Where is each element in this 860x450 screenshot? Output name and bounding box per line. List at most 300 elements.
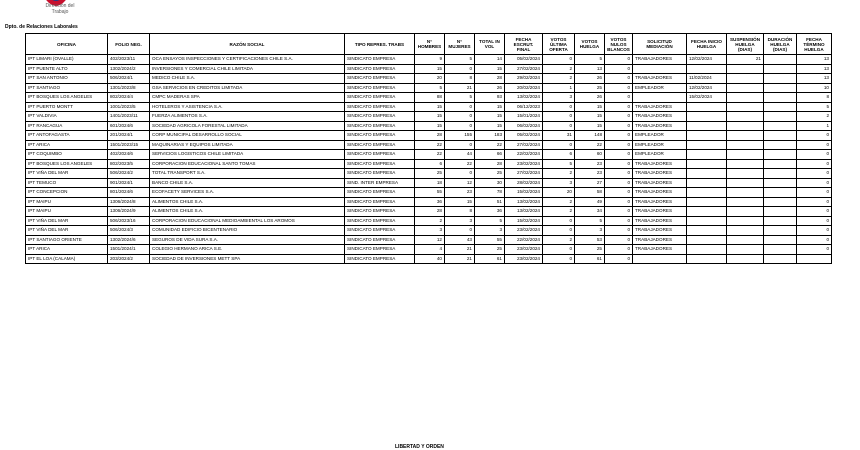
table-cell: SINDICATO EMPRESA	[345, 188, 415, 198]
table-cell: 15	[575, 102, 605, 112]
table-cell	[687, 150, 727, 160]
table-cell: IPT BOSQUES LOS ANGELES	[26, 159, 108, 169]
table-cell: SINDICATO EMPRESA	[345, 150, 415, 160]
table-cell: 0	[445, 140, 475, 150]
table-cell	[764, 245, 797, 255]
table-cell: SINDICATO EMPRESA	[345, 83, 415, 93]
table-cell: 13	[797, 64, 832, 74]
table-cell: INVERSIONES Y COMERCIAL CHILE LIMITADA	[150, 64, 345, 74]
table-cell	[727, 245, 764, 255]
table-cell: 0	[605, 74, 633, 84]
table-cell	[727, 140, 764, 150]
table-cell: SINDICATO EMPRESA	[345, 131, 415, 141]
table-cell: 18	[415, 178, 445, 188]
table-cell: 802/2024/4	[108, 93, 150, 103]
table-cell: 55	[475, 235, 505, 245]
table-cell: 0	[797, 150, 832, 160]
table-cell: 0	[543, 102, 575, 112]
table-cell: 203/2024/2	[108, 254, 150, 264]
table-cell	[687, 254, 727, 264]
table-cell: 0	[605, 226, 633, 236]
table-cell	[727, 131, 764, 141]
table-cell	[687, 169, 727, 179]
table-cell: 0	[543, 140, 575, 150]
table-cell: 06/02/2024	[505, 121, 543, 131]
table-cell: MAQUINARIAS Y EQUIPOS LIMITADA	[150, 140, 345, 150]
table-cell: 15	[445, 197, 475, 207]
table-cell: SEGUROS DE VIDA SURA S.A.	[150, 235, 345, 245]
table-cell	[764, 197, 797, 207]
table-cell: 0	[605, 55, 633, 65]
department-label: Dpto. de Relaciones Laborales	[5, 24, 78, 30]
table-cell: TRABAJADORES	[633, 226, 687, 236]
table-cell	[727, 226, 764, 236]
table-cell: 0	[605, 216, 633, 226]
col-header: N° MUJERES	[445, 34, 475, 55]
table-cell: ECOFACETY SERVICES S.A.	[150, 188, 345, 198]
table-cell: 05/02/2024	[505, 55, 543, 65]
table-cell: 0	[797, 169, 832, 179]
table-cell: IPT SAN ANTONIO	[26, 74, 108, 84]
table-cell: 5	[415, 83, 445, 93]
table-row	[26, 112, 832, 122]
table-cell: 23/02/2024	[505, 245, 543, 255]
table-cell	[633, 93, 687, 103]
table-row	[26, 188, 832, 198]
table-cell: 0	[797, 226, 832, 236]
table-cell: IPT COQUIMBO	[26, 150, 108, 160]
table-cell	[687, 112, 727, 122]
col-header: VOTOS ÚLTIMA OFERTA	[543, 34, 575, 55]
table-cell: SINDICATO EMPRESA	[345, 102, 415, 112]
table-cell: 25	[575, 245, 605, 255]
table-cell: EMPLEADOR	[633, 131, 687, 141]
table-cell: SINDICATO EMPRESA	[345, 64, 415, 74]
table-cell: 1401/2023/11	[108, 112, 150, 122]
table-cell: 2	[543, 235, 575, 245]
table-cell: 9	[415, 55, 445, 65]
table-cell: 27/02/2024	[505, 140, 543, 150]
table-cell: SERVICIOS LOGISTICOS CHILE LIMITADA	[150, 150, 345, 160]
table-cell: 183	[475, 131, 505, 141]
table-cell: IPT ARICA	[26, 140, 108, 150]
table-cell: 15	[475, 64, 505, 74]
table-cell: TRABAJADORES	[633, 188, 687, 198]
table-cell: SINDICATO EMPRESA	[345, 197, 415, 207]
col-header: VOTOS NULOS BLANCOS	[605, 34, 633, 55]
table-cell: 0	[605, 245, 633, 255]
table-cell: 506/2024/1	[108, 74, 150, 84]
logo-text: Dirección del Trabajo	[45, 3, 75, 15]
table-row	[26, 83, 832, 93]
table-cell: IPT VIÑA DEL MAR	[26, 226, 108, 236]
table-cell	[764, 169, 797, 179]
table-cell: 0	[445, 102, 475, 112]
table-cell: EMPLEADOR	[633, 140, 687, 150]
table-cell: 155	[445, 131, 475, 141]
table-cell: 3	[543, 178, 575, 188]
table-cell: 8	[797, 93, 832, 103]
col-header: N° HOMBRES	[415, 34, 445, 55]
table-cell: 0	[605, 188, 633, 198]
table-cell: 0	[605, 159, 633, 169]
table-cell: 36	[475, 207, 505, 217]
col-header: TOTAL IN VOL	[475, 34, 505, 55]
table-cell: 506/2024/3	[108, 226, 150, 236]
table-cell: 25	[575, 83, 605, 93]
table-cell	[687, 197, 727, 207]
table-cell: 20/02/2024	[505, 83, 543, 93]
table-cell: 0	[605, 150, 633, 160]
table-cell	[633, 64, 687, 74]
table-cell: IPT BOSQUES LOS ANGELES	[26, 93, 108, 103]
table-row	[26, 121, 832, 131]
table-cell: IPT VIÑA DEL MAR	[26, 216, 108, 226]
table-cell: 13/02/2024	[505, 207, 543, 217]
table-cell: SINDICATO EMPRESA	[345, 55, 415, 65]
table-cell	[764, 140, 797, 150]
table-cell: 1001/2023/5	[108, 102, 150, 112]
table-cell: CORP MUNICIPAL DESARROLLO SOCIAL	[150, 131, 345, 141]
table-cell: 23	[575, 159, 605, 169]
table-cell: OCA ENSAYOS INSPECCIONES Y CERTIFICACIONES CHILE S.A.	[150, 55, 345, 65]
table-cell	[764, 102, 797, 112]
table-cell	[764, 226, 797, 236]
table-cell	[764, 188, 797, 198]
table-cell: SINDICATO EMPRESA	[345, 93, 415, 103]
table-row	[26, 254, 832, 264]
table-cell: 2	[415, 216, 445, 226]
table-cell: SINDICATO EMPRESA	[345, 226, 415, 236]
table-cell: 0	[543, 55, 575, 65]
table-cell: SINDICATO EMPRESA	[345, 235, 415, 245]
table-cell	[727, 207, 764, 217]
table-cell: 0	[605, 64, 633, 74]
table-cell: 23/02/2024	[505, 159, 543, 169]
table-cell	[764, 93, 797, 103]
table-cell: 0	[605, 112, 633, 122]
table-cell: 28	[415, 131, 445, 141]
table-cell: 0	[605, 83, 633, 93]
table-cell: 61	[475, 254, 505, 264]
table-cell: 14	[475, 55, 505, 65]
table-cell: 0	[445, 226, 475, 236]
table-cell: 22	[415, 150, 445, 160]
table-cell: IPT VALDIVIA	[26, 112, 108, 122]
table-cell: 22/02/2024	[505, 235, 543, 245]
table-cell: SINDICATO EMPRESA	[345, 140, 415, 150]
table-row	[26, 93, 832, 103]
table-cell: 15	[415, 121, 445, 131]
table-cell: IPT ARICA	[26, 245, 108, 255]
table-row	[26, 169, 832, 179]
table-cell: 0	[445, 64, 475, 74]
table-cell: 148	[575, 131, 605, 141]
table-cell	[764, 254, 797, 264]
table-cell: 27/02/2024	[505, 64, 543, 74]
table-row	[26, 150, 832, 160]
table-cell	[797, 254, 832, 264]
table-cell: 10	[797, 83, 832, 93]
table-cell: 05/02/2024	[505, 131, 543, 141]
table-cell	[727, 159, 764, 169]
table-cell: SOCIEDAD DE INVERSIONES METT SPA	[150, 254, 345, 264]
table-cell	[687, 207, 727, 217]
table-cell	[727, 169, 764, 179]
table-cell	[687, 188, 727, 198]
table-body	[26, 55, 832, 264]
table-cell: 22/02/2024	[505, 150, 543, 160]
logo-blue-arc	[42, 0, 70, 1]
table-cell: 0	[445, 169, 475, 179]
table-cell: 22	[475, 140, 505, 150]
table-cell: TRABAJADORES	[633, 197, 687, 207]
table-cell: 66	[475, 150, 505, 160]
table-cell: 23	[575, 169, 605, 179]
table-cell: 0	[445, 112, 475, 122]
col-header: SUSPENSIÓN HUELGA (DIAS)	[727, 34, 764, 55]
table-cell: SINDICATO EMPRESA	[345, 159, 415, 169]
table-cell: 23	[445, 188, 475, 198]
table-cell: 15	[475, 112, 505, 122]
table-cell	[764, 121, 797, 131]
table-cell: IPT MAIPU	[26, 207, 108, 217]
table-cell: 1301/2023/8	[108, 83, 150, 93]
table-cell: FUERZA ALIMENTOS S.A.	[150, 112, 345, 122]
table-cell: SINDICATO EMPRESA	[345, 216, 415, 226]
table-row	[26, 216, 832, 226]
table-cell: ALIMENTOS CHILE S.A.	[150, 207, 345, 217]
table-cell: 15	[415, 112, 445, 122]
table-cell: IPT PUENTE ALTO	[26, 64, 108, 74]
table-cell: 402/2023/11	[108, 55, 150, 65]
table-cell: 0	[605, 207, 633, 217]
table-cell: TRABAJADORES	[633, 216, 687, 226]
table-cell: 0	[797, 159, 832, 169]
table-cell: 601/2024/6	[108, 121, 150, 131]
table-cell: 801/2024/6	[108, 188, 150, 198]
table-cell: 22	[415, 140, 445, 150]
table-cell: 0	[605, 140, 633, 150]
table-cell: CMPC MADERAS SPA	[150, 93, 345, 103]
table-row	[26, 131, 832, 141]
table-cell: 402/2024/6	[108, 150, 150, 160]
table-cell	[764, 159, 797, 169]
table-cell: TRABAJADORES	[633, 159, 687, 169]
table-cell: 5	[445, 55, 475, 65]
table-cell: 506/2023/16	[108, 216, 150, 226]
table-cell: 60	[575, 150, 605, 160]
table-cell: 0	[605, 254, 633, 264]
table-cell: 15	[415, 102, 445, 112]
table-cell	[727, 102, 764, 112]
table-cell: 13	[575, 64, 605, 74]
col-header: OFICINA	[26, 34, 108, 55]
table-cell	[764, 207, 797, 217]
table-cell: 93	[475, 93, 505, 103]
table-cell: 21	[445, 245, 475, 255]
strikes-table	[25, 33, 832, 264]
table-row	[26, 235, 832, 245]
table-cell	[687, 121, 727, 131]
table-cell: 2	[543, 64, 575, 74]
table-cell	[764, 74, 797, 84]
table-cell: 21	[445, 83, 475, 93]
table-cell	[764, 131, 797, 141]
table-cell	[687, 216, 727, 226]
table-cell: 0	[543, 121, 575, 131]
table-cell: 3	[475, 226, 505, 236]
table-cell: 15/02/2024	[505, 188, 543, 198]
table-cell: 22	[575, 140, 605, 150]
table-row	[26, 102, 832, 112]
table-cell: IPT ANTOFAGASTA	[26, 131, 108, 141]
col-header: TIPO REPRES. TRABS	[345, 34, 415, 55]
table-cell	[687, 131, 727, 141]
table-cell: 13	[797, 55, 832, 65]
table-cell: 06/12/2023	[505, 102, 543, 112]
table-cell: 6	[415, 159, 445, 169]
table-cell: TRABAJADORES	[633, 207, 687, 217]
table-cell: SINDICATO EMPRESA	[345, 254, 415, 264]
table-cell: 15/01/2024	[505, 112, 543, 122]
table-cell: 0	[543, 245, 575, 255]
table-cell: TRABAJADORES	[633, 55, 687, 65]
table-cell: TRABAJADORES	[633, 121, 687, 131]
table-cell	[727, 64, 764, 74]
table-cell: 3	[575, 226, 605, 236]
table-cell: 3	[445, 216, 475, 226]
footer-motto: LIBERTAD Y ORDEN	[395, 444, 444, 450]
table-row	[26, 159, 832, 169]
table-cell: 28	[475, 74, 505, 84]
table-cell: SINDICATO EMPRESA	[345, 169, 415, 179]
col-header: VOTOS HUELGA	[575, 34, 605, 55]
table-cell: 55	[415, 188, 445, 198]
table-cell: COMUNIDAD EDIFICIO BICENTENARIO	[150, 226, 345, 236]
table-cell: 901/2024/1	[108, 178, 150, 188]
table-cell: 0	[797, 178, 832, 188]
table-cell: 0	[605, 235, 633, 245]
table-cell: 15	[575, 112, 605, 122]
table-cell: 44	[445, 150, 475, 160]
table-cell: IPT LIMARI (OVALLE)	[26, 55, 108, 65]
table-cell: 5	[575, 216, 605, 226]
table-cell: IPT VIÑA DEL MAR	[26, 169, 108, 179]
table-cell: TRABAJADORES	[633, 235, 687, 245]
col-header: FECHA ESCRUT. FINAL	[505, 34, 543, 55]
table-cell	[764, 150, 797, 160]
table-cell: 1	[543, 83, 575, 93]
table-cell: 58	[575, 188, 605, 198]
table-cell: 31	[543, 131, 575, 141]
table-cell: IPT RANCAGUA	[26, 121, 108, 131]
table-cell: IPT SANTIAGO ORIENTE	[26, 235, 108, 245]
table-cell: IPT CONCEPCION	[26, 188, 108, 198]
table-cell: SINDICATO EMPRESA	[345, 74, 415, 84]
table-cell: 6	[543, 150, 575, 160]
table-cell: 13	[797, 74, 832, 84]
col-header: FECHA INICIO HUELGA	[687, 34, 727, 55]
table-cell: TRABAJADORES	[633, 102, 687, 112]
table-cell: 12	[415, 235, 445, 245]
table-cell: 1302/2024/2	[108, 64, 150, 74]
table-cell: 78	[475, 188, 505, 198]
table-cell	[764, 64, 797, 74]
table-cell: 21	[445, 254, 475, 264]
table-cell	[764, 216, 797, 226]
table-cell	[764, 83, 797, 93]
table-cell: 802/2023/5	[108, 159, 150, 169]
table-cell: 26	[575, 93, 605, 103]
table-cell: 0	[797, 140, 832, 150]
table-cell: 22	[445, 159, 475, 169]
table-cell: 5	[797, 102, 832, 112]
table-row	[26, 226, 832, 236]
table-cell: EMPLEADOR	[633, 150, 687, 160]
table-cell: 30	[475, 178, 505, 188]
table-cell: 0	[543, 226, 575, 236]
col-header: RAZÓN SOCIAL	[150, 34, 345, 55]
table-cell	[727, 83, 764, 93]
table-cell: 53	[575, 235, 605, 245]
table-cell: 2	[797, 112, 832, 122]
table-cell: 15/02/2024	[687, 93, 727, 103]
table-cell: 12/02/2024	[687, 83, 727, 93]
table-cell: 0	[605, 169, 633, 179]
table-cell: 0	[605, 102, 633, 112]
table-cell: SINDICATO EMPRESA	[345, 207, 415, 217]
table-cell: 23/02/2024	[505, 254, 543, 264]
table-cell: 0	[543, 254, 575, 264]
table-cell: 201/2024/1	[108, 131, 150, 141]
table-cell	[727, 74, 764, 84]
table-cell: 13/02/2024	[505, 197, 543, 207]
table-cell: TRABAJADORES	[633, 178, 687, 188]
table-row	[26, 197, 832, 207]
table-cell: 1	[797, 121, 832, 131]
table-cell: COLEGIO HERMANO ARICA S.E.	[150, 245, 345, 255]
table-cell: 26	[475, 83, 505, 93]
table-cell: 3	[415, 226, 445, 236]
table-row	[26, 178, 832, 188]
table-cell: GSA SERVICIOS EN CREDITOS LIMITADA	[150, 83, 345, 93]
table-cell	[727, 188, 764, 198]
table-cell: 0	[605, 121, 633, 131]
table-cell: 1302/2024/6	[108, 235, 150, 245]
table-cell: 8	[445, 74, 475, 84]
table-row	[26, 207, 832, 217]
table-cell: 23/02/2024	[505, 226, 543, 236]
table-cell	[687, 178, 727, 188]
table-cell: TRABAJADORES	[633, 74, 687, 84]
table-cell: 21	[727, 55, 764, 65]
table-cell: 28	[415, 207, 445, 217]
table-cell: TRABAJADORES	[633, 112, 687, 122]
table-cell	[727, 197, 764, 207]
table-cell: 36	[415, 197, 445, 207]
table-cell: 0	[543, 112, 575, 122]
table-cell: 0	[797, 197, 832, 207]
table-cell: 0	[797, 216, 832, 226]
table-cell: HOTELEROS Y ASISTENCIA S.A.	[150, 102, 345, 112]
table-cell: 1306/2024/8	[108, 197, 150, 207]
table-cell	[727, 216, 764, 226]
table-cell	[727, 178, 764, 188]
table-cell: 2	[543, 74, 575, 84]
table-cell: 25	[415, 169, 445, 179]
table-cell: 25	[475, 245, 505, 255]
